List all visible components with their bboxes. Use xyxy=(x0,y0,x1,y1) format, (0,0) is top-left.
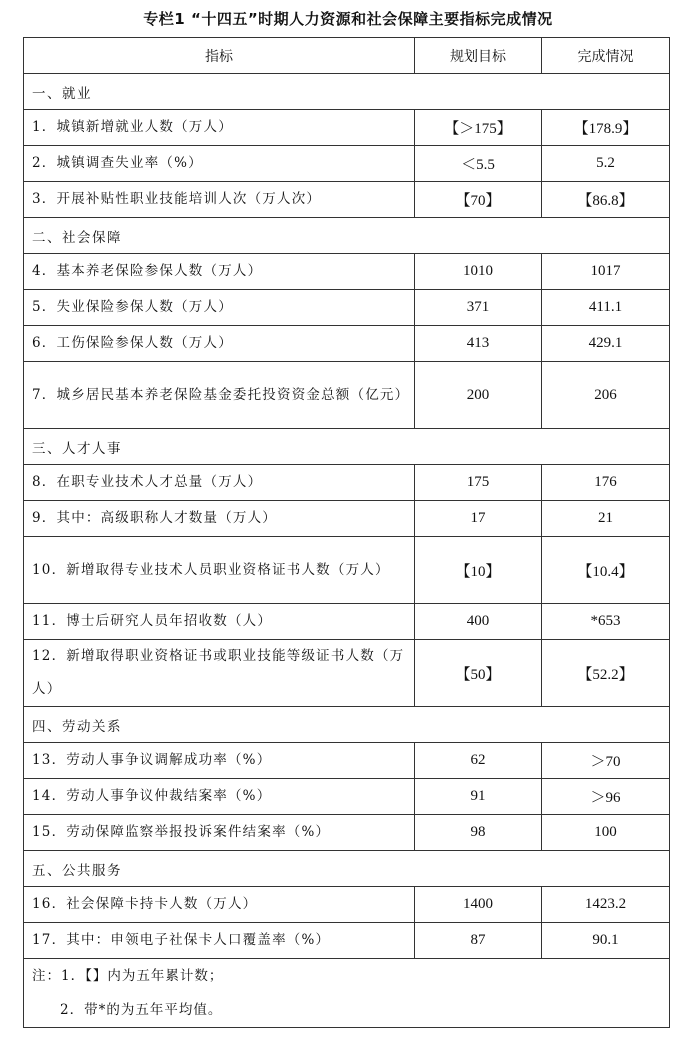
result-value: 1423.2 xyxy=(542,887,670,923)
table-row xyxy=(24,537,670,604)
result-value: 206 xyxy=(542,362,670,429)
table-row xyxy=(24,465,670,501)
table-row xyxy=(24,604,670,640)
result-value: ＞70 xyxy=(542,743,670,779)
section-title: 四、劳动关系 xyxy=(24,707,670,743)
result-value: 【86.8】 xyxy=(542,182,670,218)
target-value: 62 xyxy=(415,743,542,779)
result-value: 【52.2】 xyxy=(542,640,670,707)
indicator-label: 7．城乡居民基本养老保险基金委托投资资金总额（亿元） xyxy=(24,362,415,429)
target-value: 200 xyxy=(415,362,542,429)
target-value: 98 xyxy=(415,815,542,851)
target-value: 1400 xyxy=(415,887,542,923)
target-value: 【70】 xyxy=(415,182,542,218)
result-value: 90.1 xyxy=(542,923,670,959)
result-value: 【178.9】 xyxy=(542,110,670,146)
target-value: 1010 xyxy=(415,254,542,290)
target-value: 371 xyxy=(415,290,542,326)
section-row xyxy=(24,851,670,887)
note-line-2: 2．带*的为五年平均值。 xyxy=(60,1002,223,1018)
header-indicator: 指标 xyxy=(24,38,415,74)
header-result: 完成情况 xyxy=(542,38,670,74)
result-value: 1017 xyxy=(542,254,670,290)
header-row xyxy=(24,38,670,74)
section-title: 二、社会保障 xyxy=(24,218,670,254)
result-value: *653 xyxy=(542,604,670,640)
table-title: 专栏1 “十四五”时期人力资源和社会保障主要指标完成情况 xyxy=(143,10,553,28)
target-value: 413 xyxy=(415,326,542,362)
table-row xyxy=(24,923,670,959)
target-value: 【＞175】 xyxy=(415,110,542,146)
indicator-label: 1．城镇新增就业人数（万人） xyxy=(24,110,415,146)
indicator-label: 2．城镇调查失业率（%） xyxy=(24,146,415,182)
section-title: 五、公共服务 xyxy=(24,851,670,887)
result-value: 176 xyxy=(542,465,670,501)
section-row xyxy=(24,74,670,110)
section-row xyxy=(24,218,670,254)
result-value: 5.2 xyxy=(542,146,670,182)
table-row xyxy=(24,254,670,290)
target-value: 【10】 xyxy=(415,537,542,604)
indicator-label: 12．新增取得职业资格证书或职业技能等级证书人数（万人） xyxy=(24,640,415,707)
table-row xyxy=(24,110,670,146)
result-value: 429.1 xyxy=(542,326,670,362)
table-row xyxy=(24,501,670,537)
target-value: 17 xyxy=(415,501,542,537)
note-line-1: 注：1．【】内为五年累计数； xyxy=(32,968,224,984)
result-value: 100 xyxy=(542,815,670,851)
indicator-label: 3．开展补贴性职业技能培训人次（万人次） xyxy=(24,182,415,218)
table-row xyxy=(24,815,670,851)
indicator-label: 13．劳动人事争议调解成功率（%） xyxy=(24,743,415,779)
indicator-label: 6．工伤保险参保人数（万人） xyxy=(24,326,415,362)
result-value: 411.1 xyxy=(542,290,670,326)
target-value: 91 xyxy=(415,779,542,815)
indicator-label: 10．新增取得专业技术人员职业资格证书人数（万人） xyxy=(24,537,415,604)
indicator-label: 8．在职专业技术人才总量（万人） xyxy=(24,465,415,501)
table-row xyxy=(24,640,670,707)
target-value: ＜5.5 xyxy=(415,146,542,182)
table-row xyxy=(24,182,670,218)
target-value: 175 xyxy=(415,465,542,501)
result-value: 21 xyxy=(542,501,670,537)
indicator-table xyxy=(23,37,670,1028)
notes-row xyxy=(24,959,670,1028)
target-value: 87 xyxy=(415,923,542,959)
table-row xyxy=(24,887,670,923)
table-row xyxy=(24,146,670,182)
indicator-label: 9．其中：高级职称人才数量（万人） xyxy=(24,501,415,537)
section-row xyxy=(24,707,670,743)
indicator-label: 11．博士后研究人员年招收数（人） xyxy=(24,604,415,640)
section-title: 三、人才人事 xyxy=(24,429,670,465)
notes-cell xyxy=(24,959,670,1028)
table-row xyxy=(24,743,670,779)
section-title: 一、就业 xyxy=(24,74,670,110)
table-row xyxy=(24,362,670,429)
table-row xyxy=(24,326,670,362)
target-value: 400 xyxy=(415,604,542,640)
indicator-label: 4．基本养老保险参保人数（万人） xyxy=(24,254,415,290)
result-value: 【10.4】 xyxy=(542,537,670,604)
indicator-label: 17．其中：申领电子社保卡人口覆盖率（%） xyxy=(24,923,415,959)
result-value: ＞96 xyxy=(542,779,670,815)
table-row xyxy=(24,290,670,326)
indicator-label: 14．劳动人事争议仲裁结案率（%） xyxy=(24,779,415,815)
section-row xyxy=(24,429,670,465)
target-value: 【50】 xyxy=(415,640,542,707)
indicator-label: 16．社会保障卡持卡人数（万人） xyxy=(24,887,415,923)
indicator-label: 5．失业保险参保人数（万人） xyxy=(24,290,415,326)
indicator-label: 15．劳动保障监察举报投诉案件结案率（%） xyxy=(24,815,415,851)
header-target: 规划目标 xyxy=(415,38,542,74)
table-row xyxy=(24,779,670,815)
